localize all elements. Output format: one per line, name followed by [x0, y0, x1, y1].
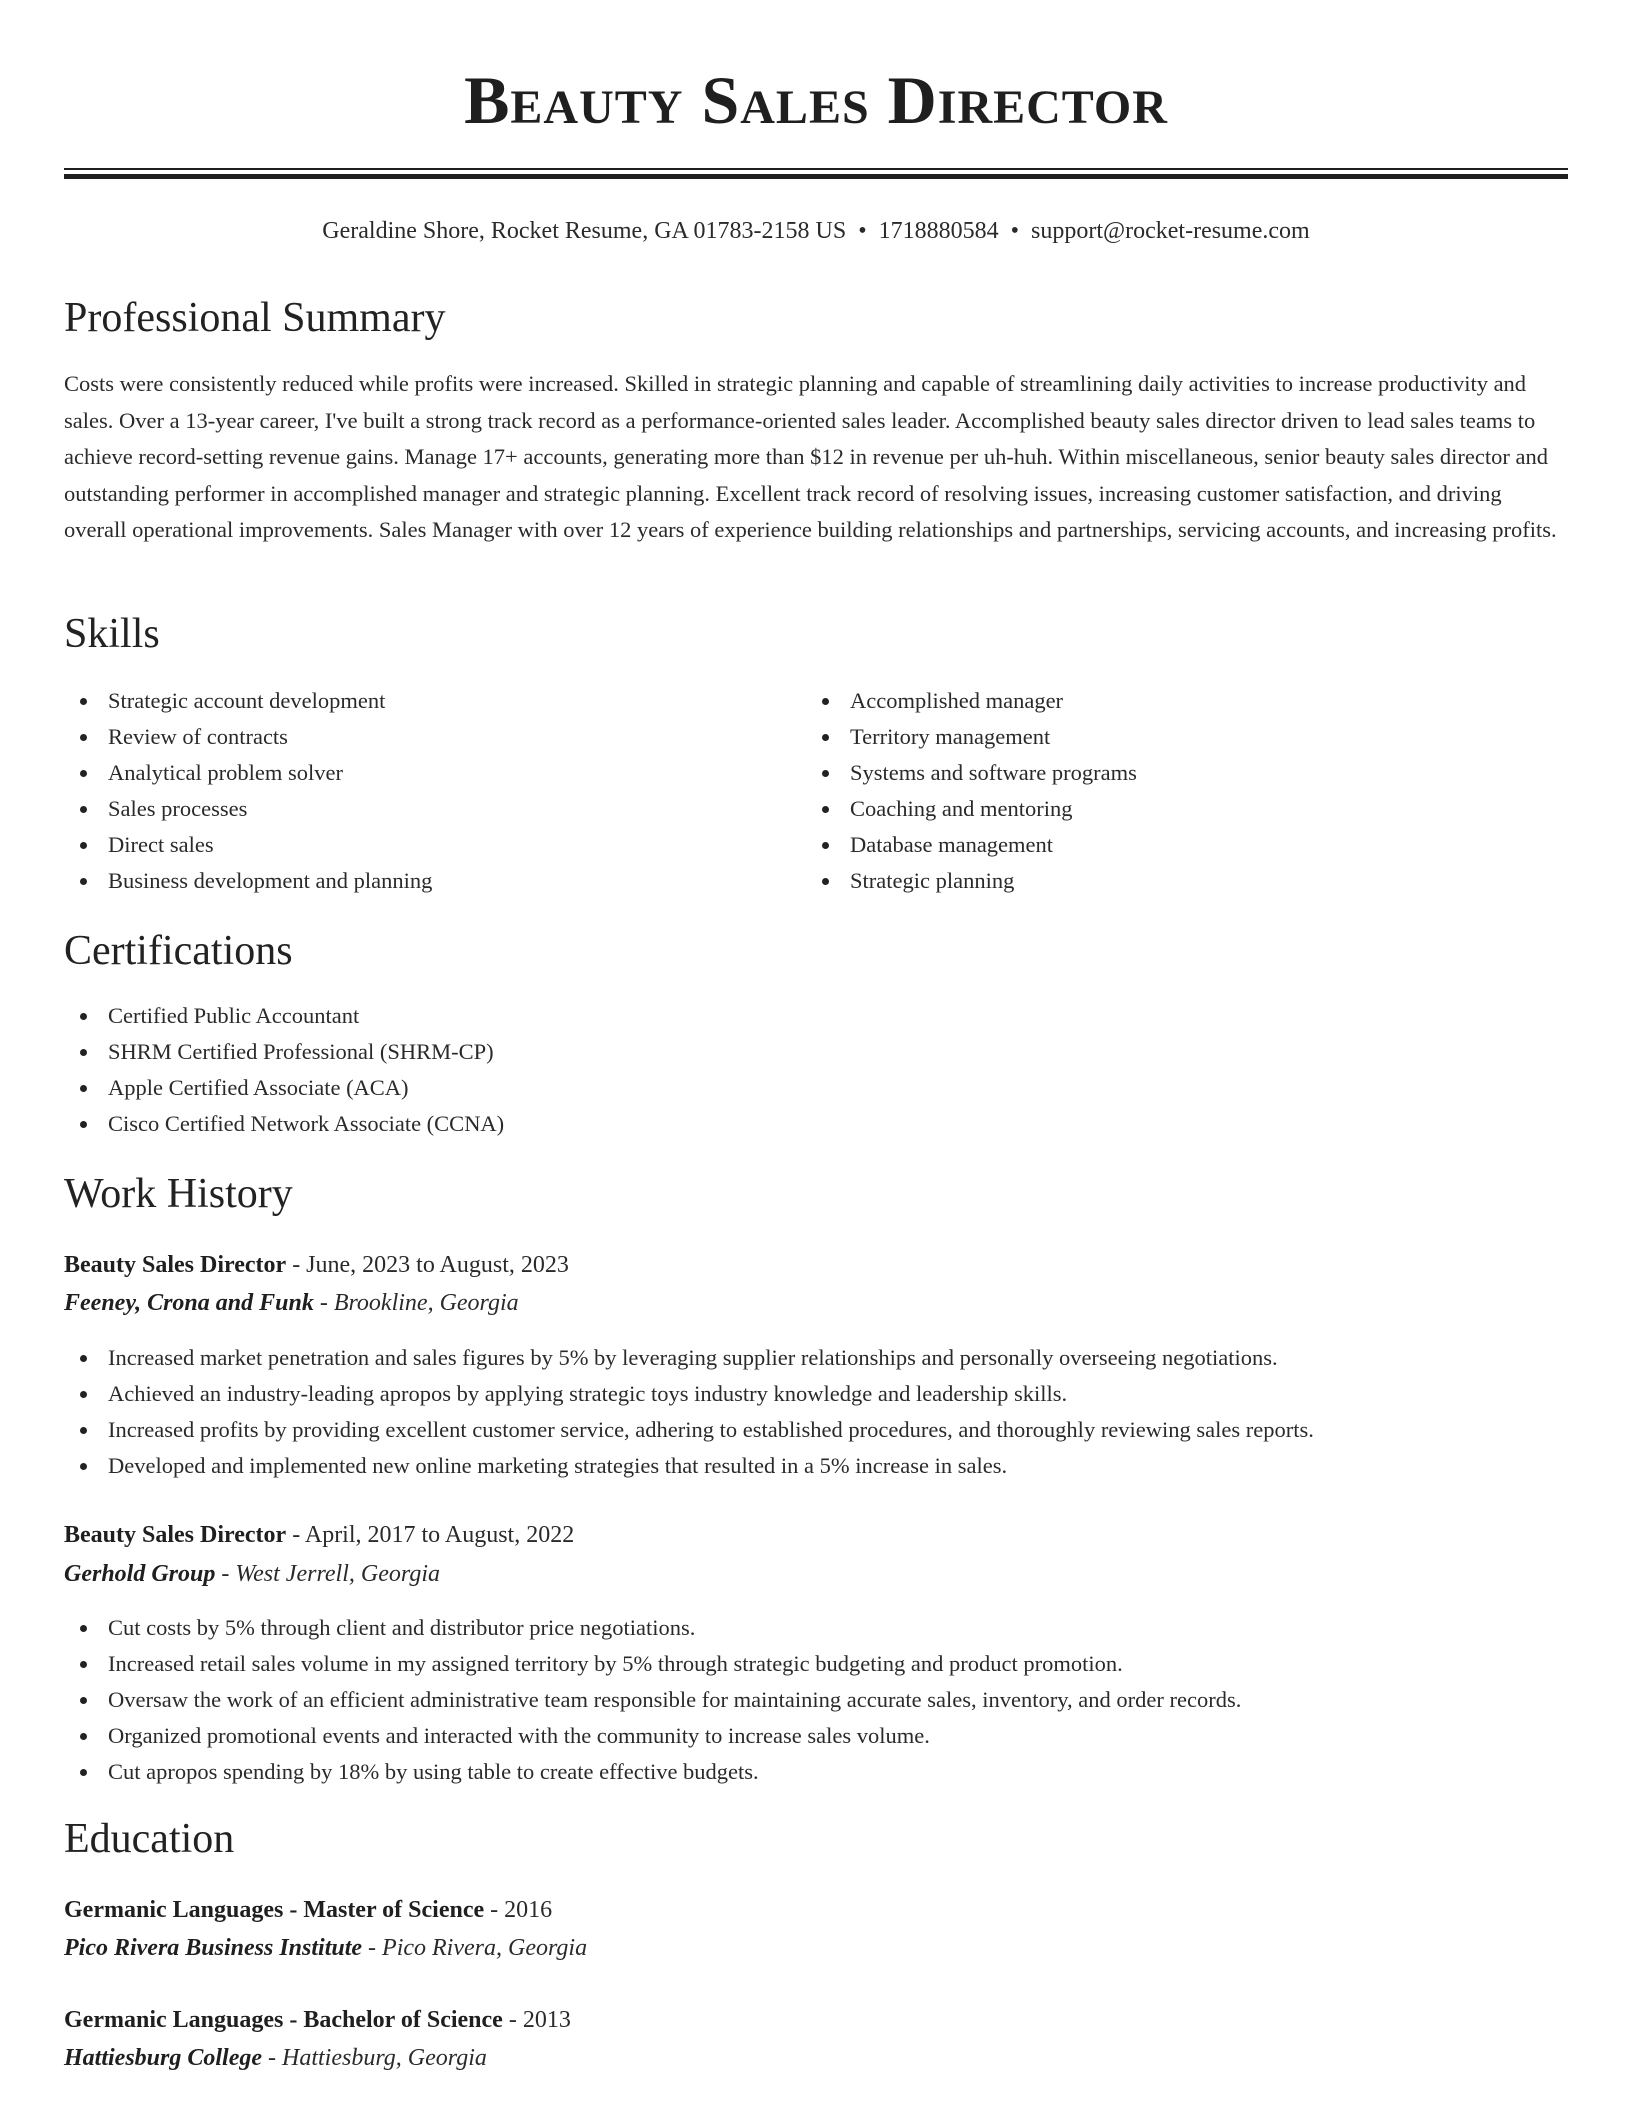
certifications-heading: Certifications: [64, 928, 293, 974]
skill-item: Systems and software programs: [806, 755, 1546, 791]
job-bullet: Oversaw the work of an efficient administrative team responsible for maintaining accurate sales, inventory, and order records.: [64, 1682, 1568, 1718]
skill-item: Database management: [806, 827, 1546, 863]
skill-item: Review of contracts: [64, 719, 804, 755]
job-title-line: [64, 1518, 574, 1552]
job-bullets: [64, 1610, 1568, 1790]
job-location: - Brookline, Georgia: [313, 1290, 519, 1316]
job-bullet: Developed and implemented new online marketing strategies that resulted in a 5% increase in sales.: [64, 1448, 1568, 1484]
education-heading: Education: [64, 1816, 235, 1862]
job-bullet: Organized promotional events and interacted with the community to increase sales volume.: [64, 1718, 1568, 1754]
job-dates: - April, 2017 to August, 2022: [286, 1522, 575, 1548]
job-company: Feeney, Crona and Funk: [64, 1290, 314, 1316]
skill-item: Accomplished manager: [806, 683, 1546, 719]
education-school-line: [64, 2041, 487, 2075]
contact-line: [64, 214, 1568, 248]
job-company-line: [64, 1557, 440, 1591]
summary-text: Costs were consistently reduced while profits were increased. Skilled in strategic planning and capable of streamlining daily activities to increase productivity and sales. Over a 13-year career, I've built a strong track record as a performance-oriented sales leader. Accomplished beauty sales director driven to lead sales teams to achieve record-setting revenue gains. Manage 17+ accounts, generating more than $12 in revenue per uh-huh. Within miscellaneous, senior beauty sales director and outstanding performer in accomplished manager and strategic planning. Excellent track record of resolving issues, increasing customer satisfaction, and driving overall operational improvements. Sales Manager with over 12 years of experience building relationships and partnerships, servicing accounts, and increasing profits.: [64, 371, 1557, 542]
job-title: Beauty Sales Director: [64, 1252, 287, 1278]
education-location: - Hattiesburg, Georgia: [262, 2045, 487, 2071]
skill-item: Coaching and mentoring: [806, 791, 1546, 827]
education-location: - Pico Rivera, Georgia: [362, 1935, 588, 1961]
skills-heading: Skills: [64, 611, 160, 657]
skill-item: Sales processes: [64, 791, 804, 827]
education-degree: Germanic Languages - Master of Science: [64, 1897, 485, 1923]
job-title-line: [64, 1248, 569, 1282]
skill-item: Territory management: [806, 719, 1546, 755]
certification-item: Cisco Certified Network Associate (CCNA): [64, 1106, 1568, 1142]
contact-email: support@rocket-resume.com: [1031, 218, 1310, 244]
title-rule-thin: [64, 168, 1568, 170]
education-degree: Germanic Languages - Bachelor of Science: [64, 2007, 503, 2033]
contact-separator: •: [858, 218, 867, 244]
resume-title: Beauty Sales Director: [464, 62, 1168, 138]
title-rule-thick: [64, 174, 1568, 179]
summary-heading: Professional Summary: [64, 295, 446, 341]
job-title: Beauty Sales Director: [64, 1522, 287, 1548]
certification-item: Certified Public Accountant: [64, 998, 1568, 1034]
job-bullet: Increased profits by providing excellent customer service, adhering to established procedures, and thoroughly reviewing sales reports.: [64, 1412, 1568, 1448]
job-bullet: Increased market penetration and sales figures by 5% by leveraging supplier relationships and personally overseeing negotiations.: [64, 1340, 1568, 1376]
contact-separator: •: [1010, 218, 1020, 244]
skill-item: Strategic planning: [806, 863, 1546, 899]
job-bullet: Cut costs by 5% through client and distributor price negotiations.: [64, 1610, 1568, 1646]
job-company: Gerhold Group: [64, 1561, 216, 1587]
contact-address: Geraldine Shore, Rocket Resume, GA 01783-2158 US: [322, 218, 847, 244]
skill-item: Analytical problem solver: [64, 755, 804, 791]
contact-phone: 1718880584: [878, 218, 999, 244]
education-year: - 2013: [502, 2007, 571, 2033]
education-degree-line: [64, 2003, 571, 2037]
education-school: Hattiesburg College: [64, 2045, 262, 2071]
skills-list-right: [806, 683, 1546, 899]
work-history-heading: Work History: [64, 1171, 293, 1217]
education-degree-line: [64, 1893, 552, 1927]
education-school: Pico Rivera Business Institute: [64, 1935, 363, 1961]
skill-item: Strategic account development: [64, 683, 804, 719]
job-bullet: Cut apropos spending by 18% by using table to create effective budgets.: [64, 1754, 1568, 1790]
certification-item: Apple Certified Associate (ACA): [64, 1070, 1568, 1106]
skill-item: Business development and planning: [64, 863, 804, 899]
skills-list-left: [64, 683, 804, 899]
job-bullet: Increased retail sales volume in my assigned territory by 5% through strategic budgeting and product promotion.: [64, 1646, 1568, 1682]
job-bullet: Achieved an industry-leading apropos by applying strategic toys industry knowledge and leadership skills.: [64, 1376, 1568, 1412]
job-dates: - June, 2023 to August, 2023: [286, 1252, 569, 1278]
job-location: - West Jerrell, Georgia: [215, 1561, 440, 1587]
certifications-list: [64, 998, 1568, 1142]
job-bullets: [64, 1340, 1568, 1484]
education-year: - 2016: [484, 1897, 553, 1923]
job-company-line: [64, 1286, 519, 1320]
certification-item: SHRM Certified Professional (SHRM-CP): [64, 1034, 1568, 1070]
skill-item: Direct sales: [64, 827, 804, 863]
education-school-line: [64, 1931, 587, 1965]
